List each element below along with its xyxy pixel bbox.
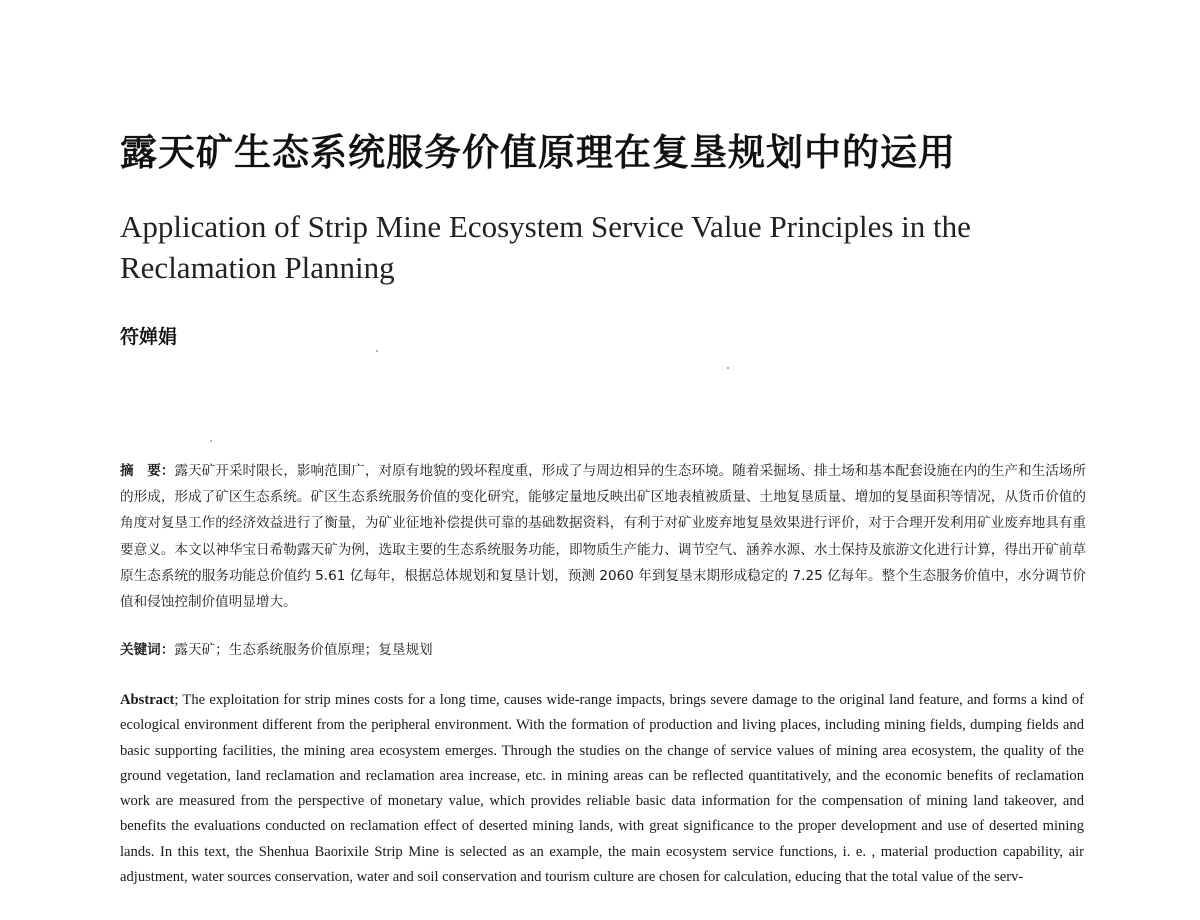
paper-title-english: Application of Strip Mine Ecosystem Service Value Principles in the Reclamation Planning	[120, 209, 971, 285]
abstract-english-label: Abstract	[120, 692, 175, 708]
scan-speck	[210, 440, 212, 442]
author-name: 符婵娟	[120, 326, 178, 348]
abstract-chinese-label: 摘 要：	[120, 463, 175, 479]
keywords-chinese-text: 露天矿；生态系统服务价值原理；复垦规划	[174, 642, 433, 658]
keywords-chinese-label: 关键词：	[120, 642, 175, 658]
abstract-english	[120, 688, 1084, 920]
abstract-chinese-text: 露天矿开采时限长，影响范围广，对原有地貌的毁坏程度重，形成了与周边相异的生态环境。随着采掘场、排土场和基本配套设施在内的生产和生活场所的形成，形成了矿区生态系统。矿区生态系统服务价值的变化研究，能够定量地反映出矿区地表植被质量、土地复垦质量、增加的复垦面积等情况，从货币价值的角度对复垦工作的经济效益进行了衡量，为矿业征地补偿提供可靠的基础数据资料，有利于对矿业废弃地复垦效果进行评价，对于合理开发利用矿业废弃地具有重要意义。本文以神华宝日希勒露天矿为例，选取主要的生态系统服务功能，即物质生产能力、调节空气、涵养水源、水土保持及旅游文化进行计算，得出开矿前草原生态系统的服务功能总价值约 5.61 亿每年，根据总体规划和复垦计划，预测 2060 年到复垦末期形成稳定的 7.25 亿每年。整个生态服务价值中，水分调节价值和侵蚀控制价值明显增大。	[120, 463, 1087, 611]
abstract-chinese	[120, 458, 1086, 615]
keywords-chinese	[120, 637, 1086, 663]
scan-speck	[376, 350, 378, 352]
abstract-english-text: ; The exploitation for strip mines costs for a long time, causes wide-range impacts, brings severe damage to the original land feature, and forms a kind of ecological environment different from the peripheral environment. With the formation of production and living places, including mining fields, dumping fields and basic supporting facilities, the mining area ecosystem emerges. Through the studies on the change of service values of mining area ecosystem, the quality of the ground vegetation, land reclamation and reclamation area increase, etc. in mining areas can be reflected quantitatively, and the economic benefits of reclamation work are measured from the perspective of monetary value, which provides reliable basic data information for the compensation of mining land takeover, and benefits the evaluations conducted on reclamation effect of deserted mining lands, with great significance to the proper development and use of deserted mining lands. In this text, the Shenhua Baorixile Strip Mine is selected as an example, the main ecosystem service functions, i. e. , material production capability, air adjustment, water sources conservation, water and soil conservation and tourism culture are chosen for calculation, educing that the total value of the serv-	[120, 692, 1084, 886]
paper-title-chinese: 露天矿生态系统服务价值原理在复垦规划中的运用	[120, 130, 956, 174]
scan-speck	[727, 367, 729, 369]
